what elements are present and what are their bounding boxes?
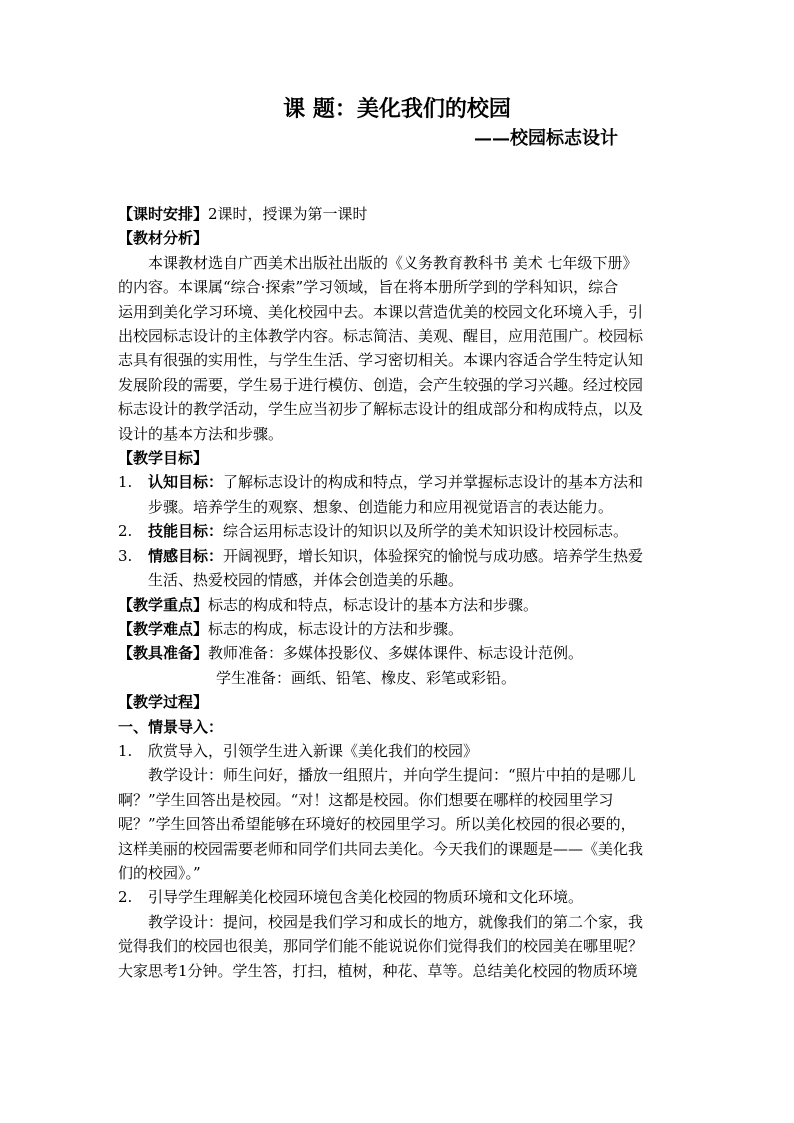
objective-item <box>118 470 678 494</box>
objectives-heading: 【教学目标】 <box>118 449 209 468</box>
schedule-text: 2课时，授课为第一课时 <box>208 205 368 223</box>
schedule-line <box>118 202 678 226</box>
step-design-line: 觉得我们的校园也很美，那同学们能不能说说你们觉得我们的校园美在哪里呢？ <box>118 937 644 956</box>
difficulties-text: 标志的构成，标志设计的方法和步骤。 <box>208 619 464 638</box>
document-body <box>118 202 678 983</box>
tools-heading: 【教具准备】 <box>118 644 209 663</box>
step-design-line: 们的校园》。” <box>118 863 201 882</box>
step-number: 1. <box>118 741 133 760</box>
page-title: 课 题：美化我们的校园 <box>283 96 511 122</box>
objective-label: 技能目标： <box>148 522 224 541</box>
step-design-line: 教学设计：提问，校园是我们学习和成长的地方，就像我们的第二个家，我 <box>148 912 644 931</box>
process-heading: 【教学过程】 <box>118 693 209 712</box>
process-step <box>118 739 678 763</box>
material-analysis-line: 的内容。本课属“综合·探索”学习领域，旨在将本册所学到的学科知识，综合 <box>118 278 619 297</box>
step-design-line: 这样美丽的校园需要老师和同学们共同去美化。今天我们的课题是——《美化我 <box>118 839 644 858</box>
tools-student: 学生准备：画纸、铅笔、橡皮、彩笔或彩铅。 <box>216 668 517 687</box>
step-text: 欣赏导入，引领学生进入新课《美化我们的校园》 <box>148 741 479 760</box>
objective-item <box>118 519 678 543</box>
objective-text: 开阔视野，增长知识，体验探究的愉悦与成功感。培养学生热爱 <box>223 546 644 565</box>
material-analysis-line: 志具有很强的实用性，与学生生活、学习密切相关。本课内容适合学生特定认知 <box>118 351 644 370</box>
material-analysis-line: 运用到美化学习环境、美化校园中去。本课以营造优美的校园文化环境入手，引 <box>118 302 644 321</box>
objective-label: 情感目标： <box>148 546 224 565</box>
step-design-line: 呢？”学生回答出希望能够在环境好的校园里学习。所以美化校园的很必要的， <box>118 815 636 834</box>
objective-text: 了解标志设计的构成和特点，学习并掌握标志设计的基本方法和 <box>223 473 644 492</box>
material-analysis-line: 设计的基本方法和步骤。 <box>118 424 284 443</box>
objective-number: 3. <box>118 546 133 565</box>
process-step <box>118 885 678 909</box>
step-text: 引导学生理解美化校园环境包含美化校园的物质环境和文化环境。 <box>148 888 584 907</box>
tools-teacher: 教师准备：多媒体投影仪、多媒体课件、标志设计范例。 <box>208 644 584 663</box>
tools-line <box>118 641 678 665</box>
material-analysis-line: 标志设计的教学活动，学生应当初步了解标志设计的组成部分和构成特点，以及 <box>118 400 644 419</box>
schedule-heading: 【课时安排】 <box>118 205 209 223</box>
material-analysis-line: 出校园标志设计的主体教学内容。标志简洁、美观、醒目，应用范围广。校园标 <box>118 327 644 346</box>
step-design-line: 啊？”学生回答出是校园。“对！这都是校园。你们想要在哪样的校园里学习 <box>118 790 614 809</box>
difficulties-line <box>118 617 678 641</box>
objective-text-continued: 步骤。培养学生的观察、想象、创造能力和应用视觉语言的表达能力。 <box>148 497 614 516</box>
difficulties-heading: 【教学难点】 <box>118 619 209 638</box>
material-analysis-heading: 【教材分析】 <box>118 229 209 248</box>
material-analysis-line: 发展阶段的需要，学生易于进行模仿、创造，会产生较强的学习兴趣。经过校园 <box>118 375 644 394</box>
step-number: 2. <box>118 888 133 907</box>
step-design-line: 教学设计：师生问好，播放一组照片，并向学生提问：“照片中拍的是哪儿 <box>148 766 636 785</box>
key-points-text: 标志的构成和特点，标志设计的基本方法和步骤。 <box>208 595 539 614</box>
objective-number: 1. <box>118 473 133 492</box>
key-points-heading: 【教学重点】 <box>118 595 209 614</box>
objective-number: 2. <box>118 522 133 541</box>
material-analysis-line: 本课教材选自广西美术出版社出版的《义务教育教科书 美术 七年级下册》 <box>148 253 638 272</box>
objective-item <box>118 544 678 568</box>
objective-text-continued: 生活、热爱校园的情感，并体会创造美的乐趣。 <box>148 571 464 590</box>
objective-text: 综合运用标志设计的知识以及所学的美术知识设计校园标志。 <box>223 522 629 541</box>
step-design-line: 大家思考1分钟。学生答，打扫，植树，种花、草等。总结美化校园的物质环境 <box>118 961 638 980</box>
objective-label: 认知目标： <box>148 473 224 492</box>
key-points-line <box>118 593 678 617</box>
page-subtitle: ——校园标志设计 <box>474 128 618 149</box>
process-section-heading: 一、情景导入： <box>118 717 224 736</box>
